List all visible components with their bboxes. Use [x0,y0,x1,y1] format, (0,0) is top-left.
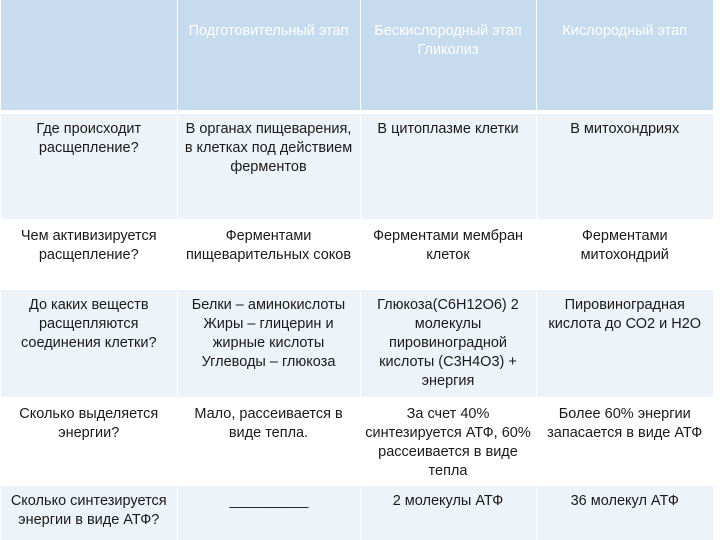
preparatory-cell: В органах пищеварения, в клетках под действием ферментов [177,112,360,220]
anaerobic-cell: В цитоплазме клетки [360,112,536,220]
header-corner-cell [1,0,177,112]
table-row [1,220,713,289]
header-anaerobic-subtitle: Гликолиз [417,42,479,58]
oxygen-cell: Пировиноградная кислота до СО2 и Н2О [536,289,713,398]
preparatory-cell [177,485,360,540]
header-preparatory-stage: Подготовительный этап [177,0,360,112]
anaerobic-cell: 2 молекулы АТФ [360,485,536,540]
oxygen-cell: Ферментами митохондрий [536,220,713,289]
energy-metabolism-table [1,0,713,540]
header-row [1,0,713,112]
table-row [1,398,713,485]
row-question-cell: Где происходит расщепление? [1,112,177,220]
table-row [1,289,713,398]
oxygen-cell: В митохондриях [536,112,713,220]
table-row [1,485,713,540]
row-question-cell: Чем активизируется расщепление? [1,220,177,289]
preparatory-cell: Ферментами пищеварительных соков [177,220,360,289]
row-question-cell: Сколько синтезируется энергии в виде АТФ? [1,485,177,540]
header-anaerobic-stage [360,0,536,112]
row-question-cell: До каких веществ расщепляются соединения клетки? [1,289,177,398]
header-anaerobic-title: Бескислородный этап [374,23,522,39]
table-row [1,112,713,220]
row-question-cell: Сколько выделяется энергии? [1,398,177,485]
header-oxygen-stage: Кислородный этап [536,0,713,112]
oxygen-cell: 36 молекул АТФ [536,485,713,540]
anaerobic-cell: Глюкоза(С6Н12О6) 2 молекулы пировиноградной кислоты (С3Н4О3) + энергия [360,289,536,398]
blank-line: ___________ [229,493,308,509]
preparatory-cell: Белки – аминокислоты Жиры – глицерин и жирные кислоты Углеводы – глюкоза [177,289,360,398]
anaerobic-cell: За счет 40% синтезируется АТФ, 60% рассеивается в виде тепла [360,398,536,485]
preparatory-cell: Мало, рассеивается в виде тепла. [177,398,360,485]
oxygen-cell: Более 60% энергии запасается в виде АТФ [536,398,713,485]
anaerobic-cell: Ферментами мембран клеток [360,220,536,289]
